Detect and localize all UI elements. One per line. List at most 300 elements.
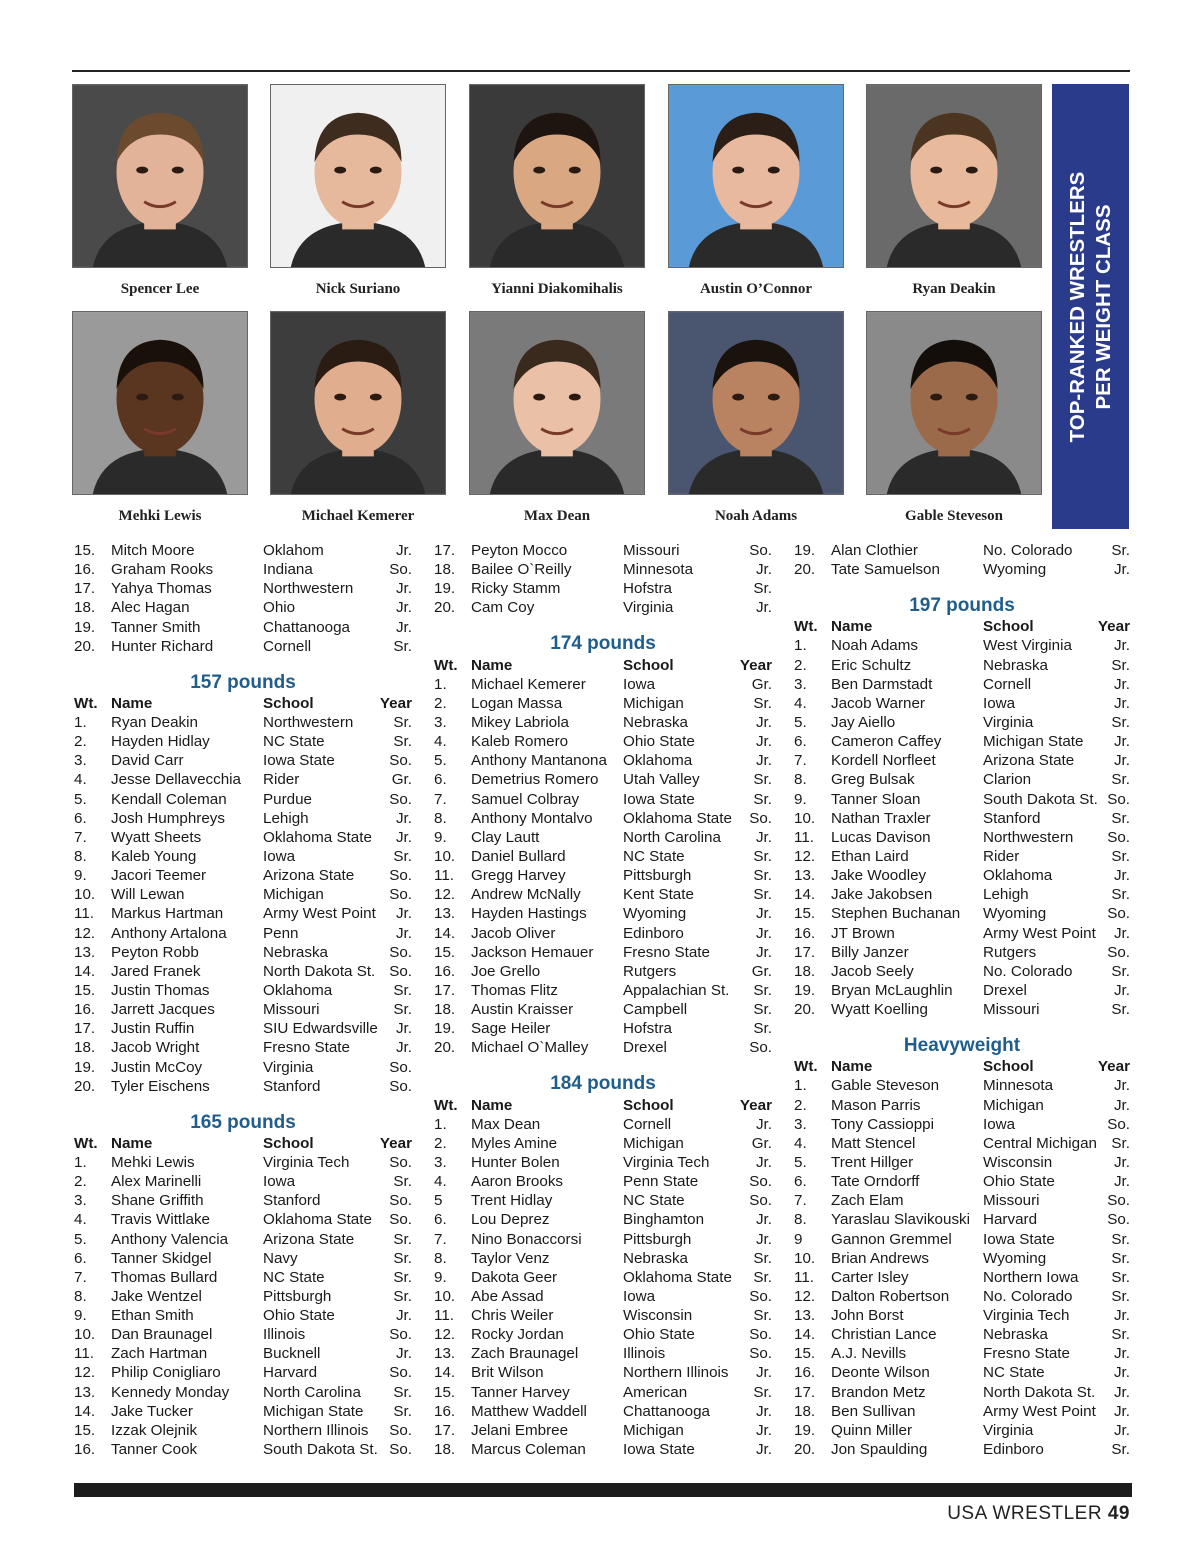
wrestler-name: Mitch Moore [111, 542, 195, 559]
school: NC State [263, 1268, 325, 1286]
class-year: So. [749, 809, 772, 827]
rank: 4. [434, 733, 447, 751]
class-year: So. [389, 790, 412, 808]
portrait-icon [867, 85, 1041, 267]
rank: 15. [434, 1383, 456, 1401]
school: No. Colorado [983, 542, 1073, 559]
wrestler-name: Justin Thomas [111, 981, 210, 999]
school: Pittsburgh [623, 867, 692, 885]
school: Cornell [623, 1115, 672, 1133]
rank: 11. [434, 867, 454, 885]
rank: 17. [74, 580, 96, 598]
wrestler-name: Gannon Gremmel [831, 1230, 952, 1248]
wrestler-name: Abe Assad [471, 1287, 544, 1305]
class-year: Sr. [1111, 656, 1130, 674]
class-year: Jr. [755, 1211, 772, 1229]
school: Northern Illinois [263, 1421, 369, 1439]
class-year: Sr. [393, 1173, 412, 1191]
table-row [434, 1344, 772, 1363]
rank: 14. [794, 1326, 816, 1344]
school: Northwestern [263, 713, 354, 731]
table-row [434, 1383, 772, 1402]
wrestler-name: Gregg Harvey [471, 867, 566, 885]
rank: 1. [794, 1077, 807, 1095]
school: No. Colorado [983, 1287, 1073, 1305]
table-header [434, 656, 772, 675]
class-year: Jr. [1113, 637, 1130, 655]
rank: 20. [74, 637, 96, 655]
class-year: Jr. [1113, 1153, 1130, 1171]
table-row [794, 790, 1130, 809]
school: Binghamton [623, 1211, 705, 1229]
class-year: So. [389, 1421, 412, 1439]
table-row [74, 1153, 412, 1172]
school: Pittsburgh [263, 1287, 332, 1305]
table-row [74, 560, 412, 579]
header-school: School [983, 618, 1034, 636]
class-year: Jr. [1113, 1402, 1130, 1420]
wrestler-name: Alex Marinelli [111, 1173, 202, 1191]
class-year: Jr. [395, 809, 412, 827]
table-row [74, 751, 412, 770]
rank: 13. [794, 1307, 816, 1325]
header-school: School [263, 694, 314, 712]
table-row [794, 1000, 1130, 1019]
class-year: Jr. [1113, 733, 1130, 751]
wrestler-name: Jon Spaulding [831, 1441, 928, 1459]
magazine-name: USA WRESTLER [947, 1503, 1103, 1524]
wrestler-name: Sage Heiler [471, 1020, 551, 1038]
table-row [794, 656, 1130, 675]
wrestler-name: John Borst [831, 1307, 904, 1325]
class-year: So. [389, 1077, 412, 1095]
table-row [794, 694, 1130, 713]
school: Michigan [623, 1421, 684, 1439]
class-year: Jr. [1113, 561, 1130, 579]
school: Cornell [983, 675, 1032, 693]
class-year: So. [749, 1287, 772, 1305]
class-year: Jr. [1113, 752, 1130, 770]
class-year: Sr. [1111, 1249, 1130, 1267]
weight-class-heading [434, 618, 772, 656]
rank: 9. [74, 1307, 87, 1325]
table-row [434, 579, 772, 598]
rank: 7. [434, 790, 447, 808]
class-year: Jr. [1113, 1173, 1130, 1191]
class-year: Jr. [755, 1115, 772, 1133]
wrestler-name: Matthew Waddell [471, 1402, 587, 1420]
school: South Dakota St. [263, 1441, 378, 1459]
wrestler-name: Stephen Buchanan [831, 905, 961, 923]
wrestler-name: Lucas Davison [831, 828, 931, 846]
table-row [434, 1363, 772, 1382]
rank: 15. [74, 542, 96, 559]
wrestler-name: Thomas Bullard [111, 1268, 218, 1286]
wrestler-name: Matt Stencel [831, 1134, 916, 1152]
school: Chattanooga [623, 1402, 710, 1420]
table-row [794, 1287, 1130, 1306]
class-year: So. [749, 542, 772, 559]
school: Michigan [983, 1096, 1044, 1114]
school: Ohio State [263, 1307, 335, 1325]
rank: 16. [794, 924, 816, 942]
class-year: Gr. [751, 1134, 772, 1152]
school: Michigan [263, 886, 324, 904]
table-row [434, 560, 772, 579]
rank: 20. [794, 561, 816, 579]
wrestler-name: Wyatt Sheets [111, 828, 202, 846]
wrestler-name: Tanner Smith [111, 618, 201, 636]
class-year: Sr. [753, 1249, 772, 1267]
header-year: Year [379, 1134, 412, 1152]
wrestler-name: Travis Wittlake [111, 1211, 211, 1229]
class-year: Jr. [395, 828, 412, 846]
table-row [794, 1134, 1130, 1153]
class-year: So. [749, 1039, 772, 1057]
school: Virginia [983, 713, 1034, 731]
wrestler-name: Jelani Embree [471, 1421, 569, 1439]
wrestler-name: Michael Kemerer [471, 675, 586, 693]
rank: 2. [434, 694, 447, 712]
wrestler-name: Jarrett Jacques [111, 1001, 215, 1019]
rank: 9 [794, 1230, 803, 1248]
rank: 19. [74, 1058, 96, 1076]
class-year: Sr. [393, 1230, 412, 1248]
rank: 4. [74, 771, 87, 789]
rank: 6. [794, 1173, 807, 1191]
portrait-icon [73, 85, 247, 267]
class-year: Sr. [1111, 713, 1130, 731]
table-row [794, 1383, 1130, 1402]
class-year: Jr. [1113, 867, 1130, 885]
class-year: Sr. [393, 733, 412, 751]
school: Virginia [263, 1058, 314, 1076]
table-row [434, 541, 772, 560]
rank: 20. [794, 1441, 816, 1459]
school: Army West Point [983, 924, 1096, 942]
wrestler-name: Jacori Teemer [111, 867, 207, 885]
rank: 12. [794, 847, 816, 865]
class-year: Sr. [753, 1001, 772, 1019]
wrestler-name: Peyton Mocco [471, 542, 568, 559]
rank: 8. [74, 847, 87, 865]
rank: 10. [794, 1249, 816, 1267]
rank: 20. [434, 1039, 456, 1057]
rank: 8. [794, 1211, 807, 1229]
table-row [434, 1230, 772, 1249]
table-row [794, 1440, 1130, 1459]
school: Fresno State [263, 1039, 350, 1057]
rank: 20. [434, 599, 456, 617]
class-year: Jr. [1113, 1383, 1130, 1401]
rankings-column-3 [794, 541, 1130, 1459]
table-row [74, 1363, 412, 1382]
class-year: Sr. [753, 1020, 772, 1038]
wrestler-name: Clay Lautt [471, 828, 540, 846]
wrestler-name: Alec Hagan [111, 599, 190, 617]
class-year: Sr. [1111, 847, 1130, 865]
school: Wyoming [983, 561, 1047, 579]
wrestler-name: David Carr [111, 752, 184, 770]
rank: 19. [434, 1020, 456, 1038]
school: NC State [983, 1364, 1045, 1382]
wrestler-name: Dan Braunagel [111, 1326, 213, 1344]
class-year: Jr. [755, 1402, 772, 1420]
class-year: So. [1107, 905, 1130, 923]
wrestler-name: Jesse Dellavecchia [111, 771, 241, 789]
wrestler-name: Hayden Hidlay [111, 733, 210, 751]
school: Ohio State [623, 1326, 695, 1344]
class-year: Jr. [395, 580, 412, 598]
wrestler-name: Izzak Olejnik [111, 1421, 198, 1439]
wrestler-name: Zach Hartman [111, 1345, 208, 1363]
table-row [434, 694, 772, 713]
class-year: So. [389, 886, 412, 904]
rank: 14. [434, 924, 456, 942]
table-row [74, 809, 412, 828]
rank: 4. [794, 694, 807, 712]
rank: 4. [74, 1211, 87, 1229]
table-row [74, 790, 412, 809]
photo-caption: Noah Adams [714, 508, 798, 524]
wrestler-name: Wyatt Koelling [831, 1001, 928, 1019]
school: Harvard [263, 1364, 318, 1382]
rank: 1. [74, 713, 87, 731]
school: Wyoming [983, 905, 1047, 923]
rank: 2. [434, 1134, 447, 1152]
wrestler-name: Tony Cassioppi [831, 1115, 934, 1133]
school: Campbell [623, 1001, 688, 1019]
rankings-column-2 [434, 541, 772, 1459]
school: South Dakota St. [983, 790, 1098, 808]
header-wt: Wt. [434, 656, 458, 674]
school: Missouri [623, 542, 680, 559]
rank: 4. [794, 1134, 807, 1152]
header-name: Name [471, 656, 513, 674]
rank: 11. [74, 905, 94, 923]
school: Cornell [263, 637, 312, 655]
school: Michigan [623, 1134, 684, 1152]
school: Iowa [263, 1173, 296, 1191]
table-row [74, 1268, 412, 1287]
header-year: Year [1097, 618, 1130, 636]
class-year: Jr. [1113, 1421, 1130, 1439]
wrestler-name: Jacob Oliver [471, 924, 556, 942]
section-banner [1052, 84, 1129, 529]
wrestler-name: Mason Parris [831, 1096, 921, 1114]
class-year: So. [749, 1326, 772, 1344]
class-year: Jr. [395, 1020, 412, 1038]
photo-caption: Gable Steveson [905, 508, 1003, 524]
class-year: Sr. [753, 886, 772, 904]
table-row [794, 962, 1130, 981]
wrestler-name: Yahya Thomas [111, 580, 212, 598]
school: Iowa [623, 675, 656, 693]
class-year: Sr. [393, 1249, 412, 1267]
class-year: Sr. [1111, 771, 1130, 789]
wrestler-name: Jay Aiello [831, 713, 896, 731]
school: Pittsburgh [623, 1230, 692, 1248]
class-year: So. [1107, 1211, 1130, 1229]
table-row [434, 1210, 772, 1229]
table-row [794, 1096, 1130, 1115]
wrestler-name: Kaleb Young [111, 847, 197, 865]
wrestler-name: Carter Isley [831, 1268, 909, 1286]
class-year: So. [389, 1441, 412, 1459]
table-row [74, 904, 412, 923]
wrestler-name: Hunter Bolen [471, 1153, 560, 1171]
rank: 7. [794, 752, 807, 770]
class-year: Sr. [753, 1307, 772, 1325]
wrestler-name: Kaleb Romero [471, 733, 569, 751]
school: Stanford [263, 1077, 321, 1095]
rank: 17. [434, 1421, 456, 1439]
school: Lehigh [263, 809, 309, 827]
school: Michigan State [983, 733, 1084, 751]
table-header [434, 1096, 772, 1115]
table-row [794, 828, 1130, 847]
table-row [434, 1038, 772, 1057]
weight-class-heading [434, 1058, 772, 1096]
class-year: Sr. [753, 981, 772, 999]
header-name: Name [831, 618, 873, 636]
class-year: So. [389, 1192, 412, 1210]
table-row [794, 675, 1130, 694]
table-row [74, 1287, 412, 1306]
wrestler-name: Shane Griffith [111, 1192, 204, 1210]
table-row [434, 1440, 772, 1459]
wrestler-name: Kennedy Monday [111, 1383, 230, 1401]
school: Virginia Tech [983, 1307, 1070, 1325]
header-school: School [983, 1058, 1034, 1076]
rank: 18. [434, 561, 456, 579]
wrestler-name: Quinn Miller [831, 1421, 913, 1439]
class-year: Sr. [753, 1383, 772, 1401]
table-row [794, 1115, 1130, 1134]
school: Wisconsin [623, 1307, 693, 1325]
rank: 6. [434, 1211, 447, 1229]
rank: 11. [794, 1268, 814, 1286]
weight-class-title: 174 pounds [550, 633, 656, 655]
table-row [434, 1402, 772, 1421]
class-year: So. [389, 561, 412, 579]
rank: 6. [74, 1249, 87, 1267]
school: Illinois [263, 1326, 306, 1344]
class-year: Sr. [1111, 1134, 1130, 1152]
table-row [794, 1363, 1130, 1382]
header-year: Year [739, 1096, 772, 1114]
table-header [794, 617, 1130, 636]
school: Virginia [623, 599, 674, 617]
table-row [74, 1249, 412, 1268]
table-row [434, 828, 772, 847]
weight-class-title: Heavyweight [903, 1035, 1021, 1057]
header-school: School [263, 1134, 314, 1152]
page-number: 49 [1107, 1503, 1130, 1524]
school: Drexel [983, 981, 1027, 999]
school: Fresno State [623, 943, 710, 961]
photo-caption: Spencer Lee [120, 281, 200, 297]
wrestler-name: Will Lewan [111, 886, 185, 904]
school: Oklahoma State [623, 1268, 732, 1286]
table-row [794, 1172, 1130, 1191]
class-year: Sr. [1111, 1230, 1130, 1248]
header-year: Year [379, 694, 412, 712]
table-row [794, 1153, 1130, 1172]
rank: 5. [434, 752, 447, 770]
rank: 14. [74, 1402, 96, 1420]
wrestler-name: Zach Elam [831, 1192, 904, 1210]
rank: 1. [434, 1115, 447, 1133]
table-row [434, 1115, 772, 1134]
school: Chattanooga [263, 618, 350, 636]
school: Iowa State [623, 790, 695, 808]
wrestler-photo [866, 311, 1042, 495]
school: Iowa [983, 694, 1016, 712]
class-year: So. [389, 752, 412, 770]
wrestler-name: Brandon Metz [831, 1383, 926, 1401]
school: Virginia Tech [263, 1153, 350, 1171]
wrestler-name: Tate Samuelson [831, 561, 940, 579]
class-year: Jr. [755, 1230, 772, 1248]
class-year: Sr. [753, 1268, 772, 1286]
class-year: So. [389, 1364, 412, 1382]
table-row [434, 1191, 772, 1210]
wrestler-name: Josh Humphreys [111, 809, 225, 827]
class-year: Sr. [753, 847, 772, 865]
rank: 11. [74, 1345, 94, 1363]
header-year: Year [739, 656, 772, 674]
rank: 16. [74, 1441, 96, 1459]
table-row [434, 598, 772, 617]
rank: 17. [434, 542, 456, 559]
school: Northwestern [983, 828, 1074, 846]
wrestler-photo [668, 311, 844, 495]
wrestler-name: Christian Lance [831, 1326, 937, 1344]
school: Clarion [983, 771, 1032, 789]
banner-line-2: PER WEIGHT CLASS [1091, 204, 1115, 410]
rank: 18. [74, 599, 96, 617]
rank: 18. [794, 962, 816, 980]
table-row [74, 1230, 412, 1249]
class-year: So. [389, 1326, 412, 1344]
table-row [74, 1306, 412, 1325]
table-row [74, 770, 412, 789]
rank: 18. [74, 1039, 96, 1057]
school: Kent State [623, 886, 694, 904]
wrestler-photo [866, 84, 1042, 268]
rank: 15. [794, 1345, 816, 1363]
table-row [74, 541, 412, 560]
table-row [794, 866, 1130, 885]
portrait-icon [470, 312, 644, 494]
wrestler-name: Daniel Bullard [471, 847, 566, 865]
rank: 2. [794, 656, 807, 674]
table-row [794, 1191, 1130, 1210]
class-year: Gr. [751, 675, 772, 693]
wrestler-name: Hayden Hastings [471, 905, 587, 923]
table-row [74, 1058, 412, 1077]
wrestler-name: Jackson Hemauer [471, 943, 594, 961]
rank: 17. [74, 1020, 96, 1038]
header-wt: Wt. [74, 1134, 98, 1152]
school: American [623, 1383, 688, 1401]
class-year: Jr. [1113, 675, 1130, 693]
wrestler-name: Markus Hartman [111, 905, 224, 923]
class-year: Jr. [1113, 1364, 1130, 1382]
school: Minnesota [983, 1077, 1054, 1095]
wrestler-name: Demetrius Romero [471, 771, 599, 789]
